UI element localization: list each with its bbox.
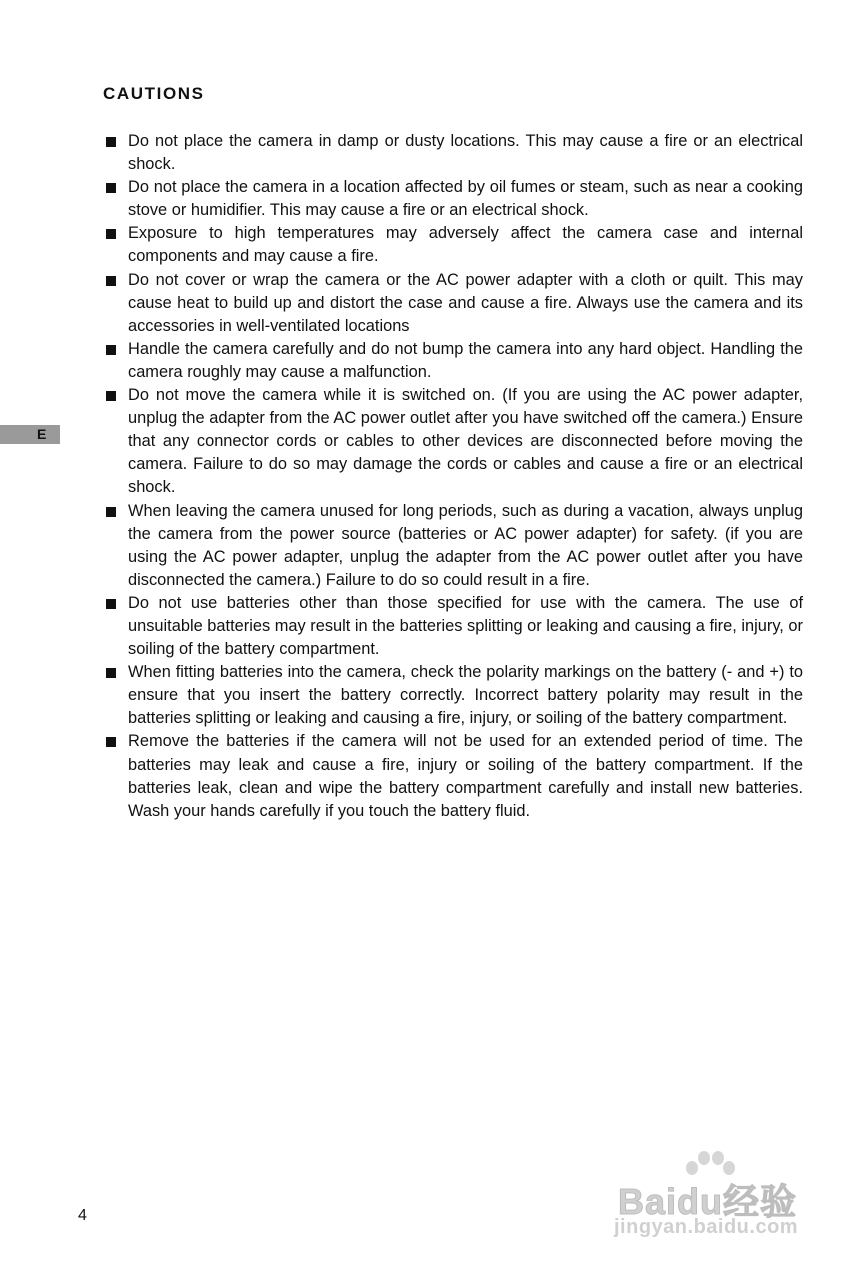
watermark-logo: Baidu经验 [618,1181,798,1222]
caution-item [103,730,803,822]
caution-item [103,338,803,384]
page-title: CAUTIONS [103,84,205,103]
square-bullet-icon [106,507,116,517]
square-bullet-icon [106,137,116,147]
caution-item [103,592,803,661]
caution-item-text: Do not move the camera while it is switched on. (If you are using the AC power adapter, unplug the adapter from the AC power outlet after you have switched off the camera.) Ensure that any connector cords or cables to other devices are disconnected before moving the camera. Failure to do so may damage the cords or cables and cause a fire or an electrical shock. [128,386,803,497]
caution-item-text: When fitting batteries into the camera, check the polarity markings on the battery (- and +) to ensure that you insert the battery correctly. Incorrect battery polarity may result in the batteries splitting or leaking and causing a fire, injury, or soiling of the battery compartment. [128,663,803,728]
square-bullet-icon [106,229,116,239]
language-tab [0,425,60,444]
square-bullet-icon [106,599,116,609]
square-bullet-icon [106,391,116,401]
caution-item-text: Do not place the camera in a location affected by oil fumes or steam, such as near a cooking stove or humidifier. This may cause a fire or an electrical shock. [128,178,803,220]
square-bullet-icon [106,737,116,747]
caution-item-text: Do not cover or wrap the camera or the AC power adapter with a cloth or quilt. This may cause heat to build up and distort the case and cause a fire. Always use the camera and its accessories in well-ventilated locations [128,270,803,335]
caution-item [103,500,803,592]
square-bullet-icon [106,183,116,193]
square-bullet-icon [106,345,116,355]
caution-item [103,222,803,268]
caution-item-text: When leaving the camera unused for long periods, such as during a vacation, always unplug the camera from the power source (batteries or AC power adapter) for safety. (if you are using the AC power adapter, unplug the adapter from the AC power outlet after you have disconnected the camera.) Failure to do so could result in a fire. [128,501,803,589]
language-tab-label: E [37,426,47,442]
cautions-list [103,130,803,823]
square-bullet-icon [106,276,116,286]
caution-item-text: Do not place the camera in damp or dusty locations. This may cause a fire or an electrical shock. [128,132,803,174]
square-bullet-icon [106,668,116,678]
caution-item-text: Exposure to high temperatures may adversely affect the camera case and internal components and may cause a fire. [128,224,803,266]
caution-item [103,176,803,222]
caution-item-text: Handle the camera carefully and do not bump the camera into any hard object. Handling the camera roughly may cause a malfunction. [128,339,803,381]
watermark [612,1146,822,1246]
caution-item [103,384,803,499]
caution-item [103,130,803,176]
watermark-url: jingyan.baidu.com [614,1216,799,1238]
caution-item-text: Remove the batteries if the camera will not be used for an extended period of time. The batteries may leak and cause a fire, injury or soiling of the battery compartment. If the batteries leak, clean and wipe the battery compartment carefully and install new batteries. Wash your hands carefully if you touch the battery fluid. [128,732,803,820]
caution-item-text: Do not use batteries other than those specified for use with the camera. The use of unsuitable batteries may result in the batteries splitting or leaking and causing a fire, injury, or soiling of the battery compartment. [128,593,803,659]
caution-item [103,269,803,338]
caution-item [103,661,803,730]
page-number: 4 [78,1207,87,1224]
